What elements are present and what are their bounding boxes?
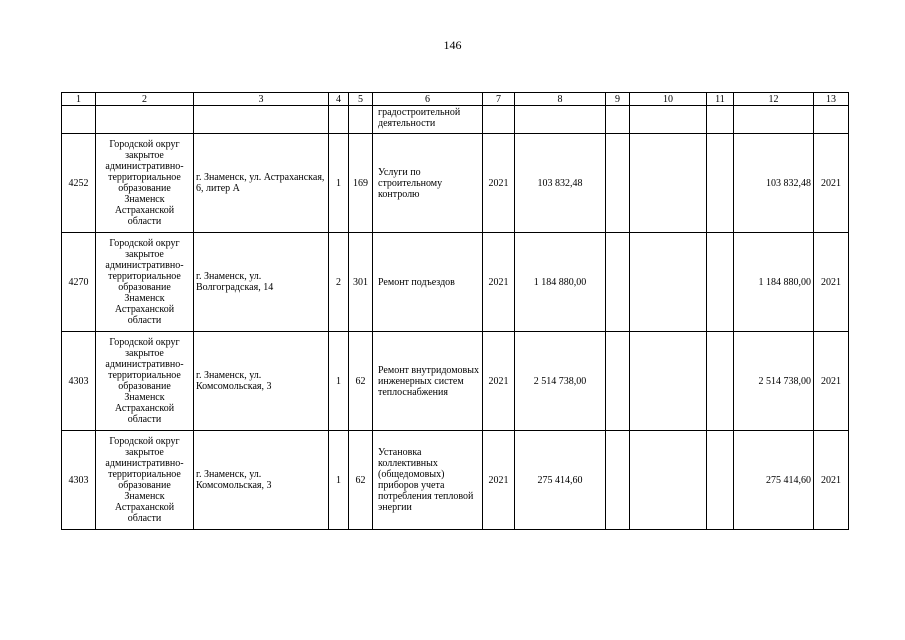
cell-col13-year: 2021 — [814, 233, 849, 332]
cell-municipality: Городской округ закрытое административно-территориальное образование Знаменск Астраханской области — [96, 332, 194, 431]
cell-col11 — [707, 431, 734, 530]
cell-work-type: Услуги по строительному контролю — [373, 134, 483, 233]
column-header-13: 13 — [814, 93, 849, 106]
cell-year: 2021 — [483, 233, 515, 332]
cell-col4: 1 — [329, 332, 349, 431]
cell-work-type: Ремонт подъездов — [373, 233, 483, 332]
cell-col4: 1 — [329, 134, 349, 233]
cell-id: 4270 — [62, 233, 96, 332]
cell-address: г. Знаменск, ул. Астраханская, 6, литер А — [194, 134, 329, 233]
table-row — [62, 134, 849, 233]
cell-col12-cost: 103 832,48 — [734, 134, 814, 233]
cell-col11 — [707, 332, 734, 431]
table-row — [62, 431, 849, 530]
column-header-6: 6 — [373, 93, 483, 106]
cell-year: 2021 — [483, 332, 515, 431]
cell-total-cost: 1 184 880,00 — [515, 233, 606, 332]
continuation-work-text: градостроительной деятельности — [373, 106, 483, 134]
cell-col5: 169 — [349, 134, 373, 233]
cell-col12-cost: 2 514 738,00 — [734, 332, 814, 431]
column-header-3: 3 — [194, 93, 329, 106]
cell-municipality: Городской округ закрытое административно-территориальное образование Знаменск Астраханской области — [96, 233, 194, 332]
cell-total-cost: 2 514 738,00 — [515, 332, 606, 431]
column-header-8: 8 — [515, 93, 606, 106]
cell-col10 — [630, 332, 707, 431]
column-header-4: 4 — [329, 93, 349, 106]
cell-col11 — [707, 134, 734, 233]
cell-id: 4303 — [62, 332, 96, 431]
column-header-10: 10 — [630, 93, 707, 106]
cell-col12-cost: 275 414,60 — [734, 431, 814, 530]
cell-col11 — [707, 233, 734, 332]
cell-col5: 62 — [349, 332, 373, 431]
table-row — [62, 332, 849, 431]
cell-col5: 301 — [349, 233, 373, 332]
cell-id: 4303 — [62, 431, 96, 530]
column-header-11: 11 — [707, 93, 734, 106]
cell-col13-year: 2021 — [814, 431, 849, 530]
cell-col12-cost: 1 184 880,00 — [734, 233, 814, 332]
column-header-9: 9 — [606, 93, 630, 106]
cell-col4: 2 — [329, 233, 349, 332]
cell-col13-year: 2021 — [814, 332, 849, 431]
cell-year: 2021 — [483, 134, 515, 233]
cell-address: г. Знаменск, ул. Комсомольская, 3 — [194, 431, 329, 530]
cell-address: г. Знаменск, ул. Комсомольская, 3 — [194, 332, 329, 431]
cell-total-cost: 275 414,60 — [515, 431, 606, 530]
cell-work-type: Установка коллективных (общедомовых) приборов учета потребления тепловой энергии — [373, 431, 483, 530]
cell-address: г. Знаменск, ул. Волгоградская, 14 — [194, 233, 329, 332]
column-header-12: 12 — [734, 93, 814, 106]
cell-col10 — [630, 233, 707, 332]
cell-col9 — [606, 233, 630, 332]
table-row — [62, 233, 849, 332]
column-header-1: 1 — [62, 93, 96, 106]
cell-col10 — [630, 134, 707, 233]
cell-total-cost: 103 832,48 — [515, 134, 606, 233]
column-header-2: 2 — [96, 93, 194, 106]
cell-year: 2021 — [483, 431, 515, 530]
column-header-7: 7 — [483, 93, 515, 106]
cell-col9 — [606, 431, 630, 530]
cell-col9 — [606, 134, 630, 233]
cell-municipality: Городской округ закрытое административно-территориальное образование Знаменск Астраханской области — [96, 431, 194, 530]
cell-col5: 62 — [349, 431, 373, 530]
register-table — [61, 92, 849, 530]
cell-col10 — [630, 431, 707, 530]
cell-municipality: Городской округ закрытое административно-территориальное образование Знаменск Астраханской области — [96, 134, 194, 233]
cell-id: 4252 — [62, 134, 96, 233]
cell-col9 — [606, 332, 630, 431]
cell-col13-year: 2021 — [814, 134, 849, 233]
column-header-5: 5 — [349, 93, 373, 106]
cell-col4: 1 — [329, 431, 349, 530]
page-number: 146 — [443, 38, 462, 52]
cell-work-type: Ремонт внутридомовых инженерных систем теплоснабжения — [373, 332, 483, 431]
header-row — [62, 93, 849, 106]
continuation-row — [62, 106, 849, 134]
